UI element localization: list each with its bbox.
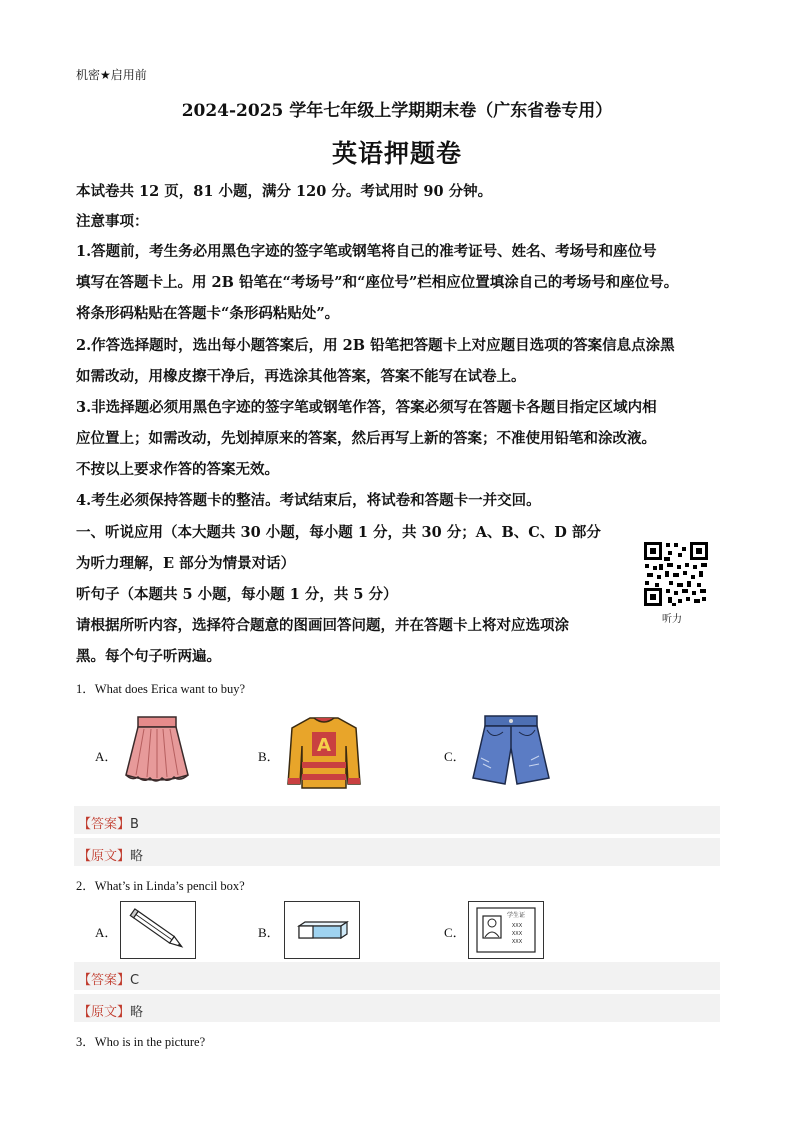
pencil-box-option-c[interactable] — [468, 901, 544, 959]
sweater-letter: A — [317, 735, 331, 756]
note-line: 3.非选择题必须用黑色字迹的签字笔或钢笔作答，答案必须写在答题卡各题目指定区域内相 — [76, 399, 657, 416]
section-line: 一、听说应用（本大题共 30 小题，每小题 1 分，共 30 分；A、B、C、D 部分 — [76, 524, 601, 541]
source-row-2 — [74, 994, 720, 1022]
note-line: 填写在答题卡上。用 2B 铅笔在“考场号”和“座位号”栏相应位置填涂自己的考场号和座位号。 — [76, 274, 679, 291]
source-2 — [78, 1001, 143, 1020]
answer-value: C — [130, 973, 140, 988]
note-line: 1.答题前，考生务必用黑色字迹的签字笔或钢笔将自己的准考证号、姓名、考场号和座位号 — [76, 243, 657, 260]
answer-label: 【答案】 — [78, 973, 131, 988]
option-a-label[interactable]: A． — [95, 749, 118, 764]
pencil-icon — [121, 902, 195, 958]
question-number: 3． — [76, 1035, 95, 1049]
question-text: What does Erica want to buy? — [94, 682, 246, 696]
answer-label: 【答案】 — [78, 817, 131, 832]
option-c-label[interactable]: C． — [444, 749, 466, 764]
note-line: 如需改动，用橡皮擦干净后，再选涂其他答案，答案不能写在试卷上。 — [76, 368, 526, 385]
question-number: 1． — [76, 682, 95, 696]
notes-title: 注意事项： — [76, 213, 149, 230]
note-line: 应位置上；如需改动，先划掉原来的答案，然后再写上新的答案；不准使用铅笔和涂改液。 — [76, 430, 656, 447]
source-row-1 — [74, 838, 720, 866]
pencil-box-option-a[interactable] — [120, 901, 196, 959]
note-line: 2.作答选择题时，选出每小题答案后，用 2B 铅笔把答题卡上对应题目选项的答案信息点涂黑 — [76, 337, 675, 354]
question-number: 2． — [76, 879, 95, 893]
answer-1 — [78, 813, 139, 832]
pencil-box-option-b[interactable] — [284, 901, 360, 959]
sweater-icon[interactable] — [284, 712, 364, 792]
question-2 — [76, 876, 245, 894]
source-value: 略 — [130, 849, 144, 864]
source-label: 【原文】 — [78, 849, 131, 864]
question-text: What’s in Linda’s pencil box? — [94, 879, 245, 893]
student-card-icon — [469, 902, 543, 958]
source-value: 略 — [130, 1005, 144, 1020]
answer-row-1 — [74, 806, 720, 834]
note-line: 不按以上要求作答的答案无效。 — [76, 461, 279, 478]
option-b-label[interactable]: B． — [258, 749, 280, 764]
answer-row-2 — [74, 962, 720, 990]
note-line: 将条形码粘贴在答题卡“条形码粘贴处”。 — [76, 305, 340, 322]
note-line: 4.考生必须保持答题卡的整洁。考试结束后，将试卷和答题卡一并交回。 — [76, 492, 541, 509]
question-text: Who is in the picture? — [94, 1035, 206, 1049]
eraser-icon — [285, 902, 359, 958]
card-line: XXX — [511, 939, 523, 945]
card-line: XXX — [511, 923, 523, 929]
section-line: 黑。每个句子听两遍。 — [76, 648, 221, 665]
question-1 — [76, 679, 245, 697]
secret-mark: 机密★启用前 — [76, 68, 147, 82]
source-1 — [78, 845, 143, 864]
qr-code-icon[interactable] — [642, 540, 710, 608]
option-c-label[interactable]: C． — [444, 925, 466, 940]
skirt-icon[interactable] — [118, 715, 196, 787]
exam-subtitle: 英语押题卷 — [331, 139, 462, 168]
option-a-label[interactable]: A． — [95, 925, 118, 940]
exam-summary: 本试卷共 12 页，81 小题，满分 120 分。考试用时 90 分钟。 — [76, 183, 493, 200]
section-line: 听句子（本题共 5 小题，每小题 1 分，共 5 分） — [76, 586, 398, 603]
source-label: 【原文】 — [78, 1005, 131, 1020]
shorts-icon[interactable] — [469, 714, 553, 788]
option-b-label[interactable]: B． — [258, 925, 280, 940]
section-line: 为听力理解，E 部分为情景对话） — [76, 555, 296, 572]
card-title: 学生证 — [506, 912, 526, 919]
qr-caption: 听力 — [662, 614, 682, 625]
exam-title: 2024-2025 学年七年级上学期期末卷（广东省卷专用） — [181, 101, 613, 121]
card-line: XXX — [511, 931, 523, 937]
section-line: 请根据所听内容，选择符合题意的图画回答问题，并在答题卡上将对应选项涂 — [76, 617, 569, 634]
question-3 — [76, 1032, 205, 1050]
answer-2 — [78, 969, 139, 988]
answer-value: B — [130, 817, 139, 832]
